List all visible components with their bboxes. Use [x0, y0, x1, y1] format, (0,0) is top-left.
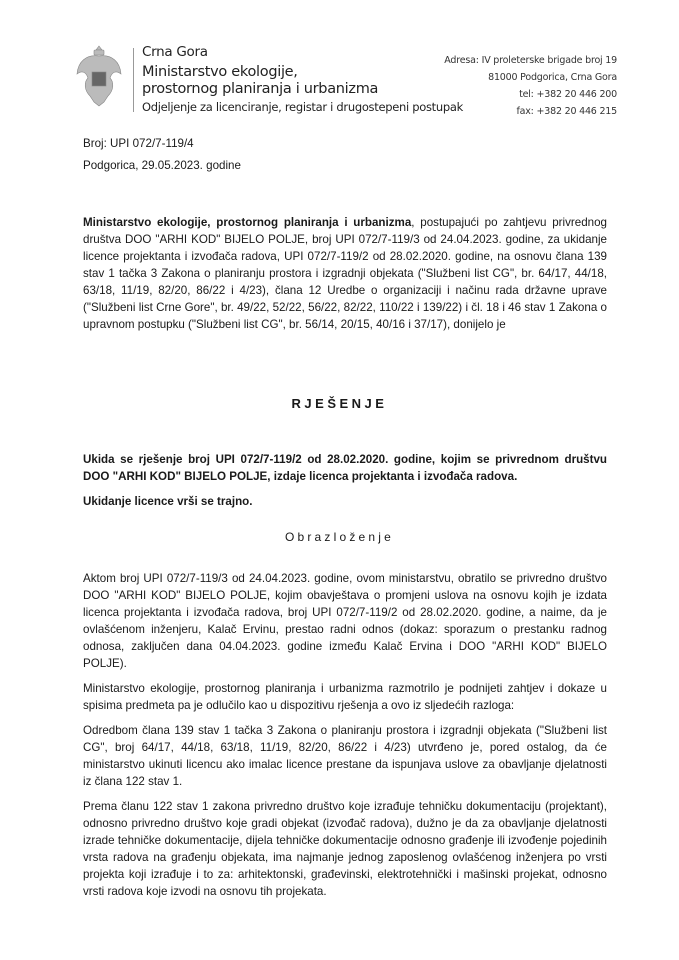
reasoning-title: Obrazloženje [284, 530, 395, 544]
fax-line: fax: +382 20 446 215 [516, 106, 617, 117]
decision-body [83, 451, 607, 518]
coat-of-arms-icon [74, 44, 124, 108]
decision-paragraph: Ukidanje licence vrši se trajno. [83, 495, 253, 508]
intro-text: , postupajući po zahtjevu privrednog društva DOO "ARHI KOD" BIJELO POLJE, broj UPI 072/7-119/3 od 24.04.2023. godine, za ukidanje licence projektanta i izvođača radova, UPI 072/7-119/2 od 28.02.2020. godine, na osnovu člana 139 stav 1 tačka 3 Zakona o planiranju prostora i izgradnji objekata ("Službeni list CG", br. 64/17, 44/18, 63/18, 11/19, 82/20, 86/22 i 4/23), člana 12 Uredbe o organizaciji i načinu rada državne uprave ("Službeni list Crne Gore", br. 49/22, 52/22, 56/22, 82/22, 110/22 i 139/22) i čl. 18 i 46 stav 1 Zakona o upravnom postupku ("Službeni list CG", br. 56/14, 20/15, 40/16 i 37/17), donijelo je [83, 216, 607, 331]
document-number: Broj: UPI 072/7-119/4 [83, 137, 194, 150]
address-line: Adresa: IV proleterske brigade broj 19 [444, 55, 617, 66]
intro-lead: Ministarstvo ekologije, prostornog planiranja i urbanizma [83, 216, 412, 229]
header-divider [133, 48, 134, 112]
header-contact [444, 52, 617, 120]
reasoning-body [83, 570, 607, 908]
city-line: 81000 Podgorica, Crna Gora [488, 72, 617, 83]
reasoning-paragraph: Ministarstvo ekologije, prostornog planiranja i urbanizma razmotrilo je podnijeti zahtjev i dokaze u spisima predmeta pa je odlučilo kao u dispozitivu rješenja a ovo iz sljedećih razloga: [83, 682, 607, 712]
decision-paragraph: Ukida se rješenje broj UPI 072/7-119/2 od 28.02.2020. godine, kojim se privrednom društvu DOO "ARHI KOD" BIJELO POLJE, izdaje licenca projektanta i izvođača radova. [83, 453, 607, 483]
reasoning-paragraph: Aktom broj UPI 072/7-119/3 od 24.04.2023. godine, ovom ministarstvu, obratilo se privredno društvo DOO "ARHI KOD" BIJELO POLJE, kojim obavještava o promjeni uslova na osnovu kojih je izdata licenca projektanta i izvođača radova, broj UPI 072/7-119/2 od 28.02.2020. godine, a naime, da je ovlašćenom inženjeru, Kalač Ervinu, prestao radni odnos (dokaz: sporazum o prestanku radnog odnosa, zaključen dana 04.04.2023. godine između Kalač Ervina i DOO "ARHI KOD" BIJELO POLJE). [83, 572, 607, 670]
place-date: Podgorica, 29.05.2023. godine [83, 159, 241, 172]
header-ministry-line1: Ministarstvo ekologije, [142, 64, 298, 80]
header-country: Crna Gora [142, 44, 208, 60]
reasoning-paragraph: Odredbom člana 139 stav 1 tačka 3 Zakona o planiranju prostora i izgradnji objekata ("Službeni list CG", broj 64/17, 44/18, 63/18, 11/19, 82/20, 86/22 i 4/23) utvrđeno je, pored ostalog, da će ministarstvo ukinuti licencu ako imalac licence prestane da ispunjava uslove za obavljanje djelatnosti iz člana 122 stav 1. [83, 724, 607, 788]
reasoning-paragraph: Prema članu 122 stav 1 zakona privredno društvo koje izrađuje tehničku dokumentaciju (projektant), odnosno privredno društvo koje gradi objekat (izvođač radova), dužno je da za obavljanje djelatnosti izrade tehničke dokumentacije, dijela tehničke dokumentacije odnosno građenje ili izvođenje pojedinih vrsta radova na građenju objekata, ima najmanje jednog zaposlenog ovlašćenog inženjera po vrsti projekta koji izrađuje i to za: arhitektonski, građevinski, elektrotehnički i mašinski projekat, odnosno vrsti radova koje izvodi na osnovu tih projekata. [83, 800, 607, 898]
header-department: Odjeljenje za licenciranje, registar i drugostepeni postupak [142, 100, 463, 114]
intro-paragraph [83, 214, 607, 333]
header-ministry-line2: prostornog planiranja i urbanizma [142, 81, 379, 97]
tel-line: tel: +382 20 446 200 [519, 89, 617, 100]
decision-title: RJEŠENJE [291, 396, 388, 411]
